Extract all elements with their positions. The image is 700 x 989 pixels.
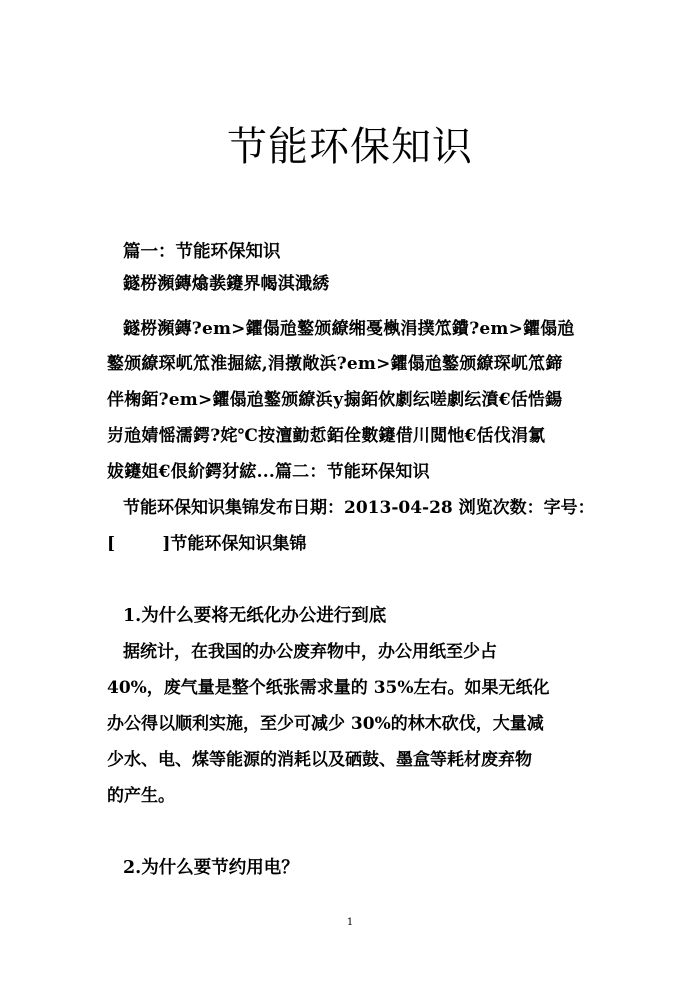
garbled-paragraph-line: 鐩梤瀕鏄?em>鑺傝兘鐜颁繚缃戞槸涓撲笟鐨?em>鑺傝兘 xyxy=(123,319,575,339)
garbled-paragraph-line: 妭鑳姐€佷紒鍔犲綋...篇二：节能环保知识 xyxy=(107,462,430,482)
question-heading-1: 1.为什么要将无纸化办公进行到底 xyxy=(123,606,387,626)
garbled-paragraph-line: 鐜颁繚琛屼笟淮掘綋,涓撴敞浜?em>鑺傝兘鐜颁繚琛屼笟鍗 xyxy=(107,354,563,374)
garbled-paragraph-line: 岃兘婧愮濡鍔?姹℃按澶勭悊銆佺數鑳借川閲忚€佸伐涓氱 xyxy=(107,426,546,446)
question-heading-2: 2.为什么要节约用电？ xyxy=(123,858,299,878)
section-heading: 篇一：节能环保知识 xyxy=(123,242,281,262)
answer-line: 办公得以顺利实施，至少可减少 30%的林木砍伐，大量减 xyxy=(107,714,544,734)
section-subtitle: 鐩梤瀕鏄熻彂鑳界幆淇濈綉 xyxy=(123,274,330,294)
answer-line: 40%，废气量是整个纸张需求量的 35%左右。如果无纸化 xyxy=(107,678,550,698)
page-number: 1 xyxy=(346,917,354,928)
garbled-paragraph-line: 伴椈銆?em>鑺傝兘鐜颁繚浜у搧銆佽劇纭嗟劇纭濆€佸悎鍚 xyxy=(107,390,563,410)
answer-line: 据统计，在我国的办公废弃物中，办公用纸至少占 xyxy=(123,642,497,662)
answer-line: 少水、电、煤等能源的消耗以及硒鼓、墨盒等耗材废弃物 xyxy=(107,750,532,770)
publish-meta-line: 节能环保知识集锦发布日期：2013-04-28 浏览次数：字号： xyxy=(123,498,595,518)
document-title: 节能环保知识 xyxy=(227,124,473,170)
collection-title-line: [ ]节能环保知识集锦 xyxy=(107,534,307,554)
answer-line: 的产生。 xyxy=(107,786,175,806)
